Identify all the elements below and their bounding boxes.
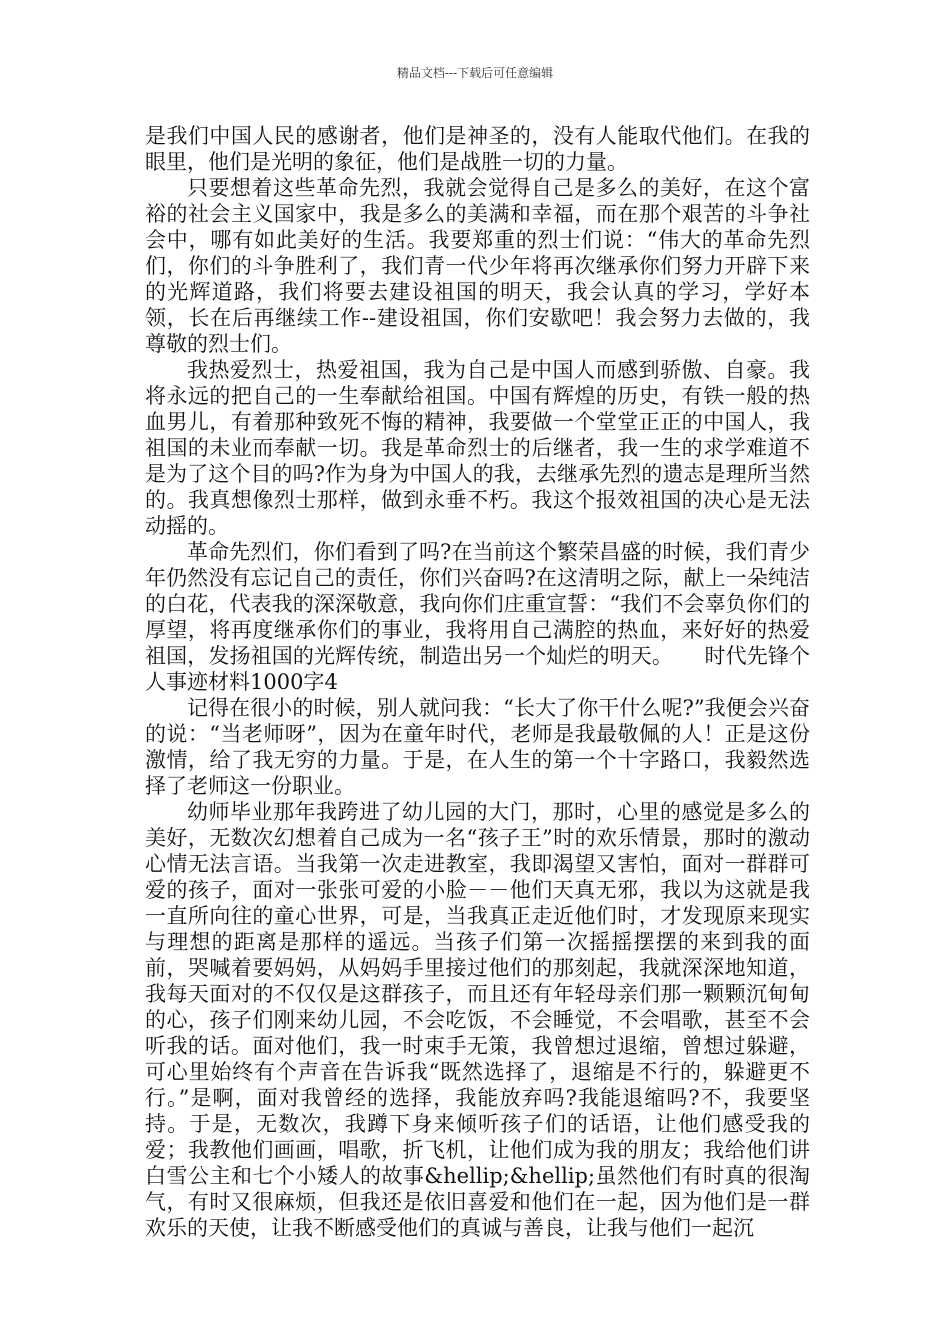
paragraph-2: 只要想着这些革命先烈，我就会觉得自己是多么的美好，在这个富裕的社会主义国家中，我是多么的美满和幸福，而在那个艰苦的斗争社会中，哪有如此美好的生活。我要郑重的烈士们说：“伟大的革命先烈们，你们的斗争胜利了，我们青一代少年将再次继承你们努力开辟下来的光辉道路，我们将要去建设祖国的明天，我会认真的学习，学好本领，长在后再继续工作--建设祖国，你们安歇吧！我会努力去做的，我尊敬的烈士们。: [145, 176, 810, 356]
section-title: 时代先锋个人事迹材料1000字4: [145, 644, 810, 694]
paragraph-3: 我热爱烈士，热爱祖国，我为自己是中国人而感到骄傲、自豪。我将永远的把自己的一生奉献给祖国。中国有辉煌的历史，有铁一般的热血男儿，有着那种致死不悔的精神，我要做一个堂堂正正的中国人，我祖国的未业而奉献一切。我是革命烈士的后继者，我一生的求学难道不是为了这个目的吗?作为身为中国人的我，去继承先烈的遗志是理所当然的。我真想像烈士那样，做到永垂不朽。我这个报效祖国的决心是无法动摇的。: [145, 358, 810, 538]
paragraph-4-text: 革命先烈们，你们看到了吗?在当前这个繁荣昌盛的时候，我们青少年仍然没有忘记自己的责任，你们兴奋吗?在这清明之际，献上一朵纯洁的白花，代表我的深深敬意，我向你们庄重宣誓：“我们不会辜负你们的厚望，将再度继承你们的事业，我将用自己满腔的热血，来好好的热爱祖国，发扬祖国的光辉传统，制造出另一个灿烂的明天。: [145, 540, 810, 668]
page-header: 精品文档---下载后可任意编辑: [396, 66, 554, 80]
paragraph-4: [145, 539, 810, 695]
paragraph-1: 是我们中国人民的感谢者，他们是神圣的，没有人能取代他们。在我的眼里，他们是光明的象征，他们是战胜一切的力量。: [145, 124, 810, 174]
document-body: [145, 123, 810, 1241]
paragraph-5: 记得在很小的时候，别人就问我：“长大了你干什么呢?”我便会兴奋的说：“当老师呀”，因为在童年时代，老师是我最敬佩的人！正是这份激情，给了我无穷的力量。于是，在人生的第一个十字路口，我毅然选择了老师这一份职业。: [145, 696, 810, 798]
paragraph-6: 幼师毕业那年我跨进了幼儿园的大门，那时，心里的感觉是多么的美好，无数次幻想着自己成为一名“孩子王”时的欢乐情景，那时的激动心情无法言语。当我第一次走进教室，我即渴望又害怕，面对一群群可爱的孩子，面对一张张可爱的小脸－－他们天真无邪，我以为这就是我一直所向往的童心世界，可是，当我真正走近他们时，才发现原来现实与理想的距离是那样的遥远。当孩子们第一次摇摇摆摆的来到我的面前，哭喊着要妈妈，从妈妈手里接过他们的那刻起，我就深深地知道，我每天面对的不仅仅是这群孩子，而且还有年轻母亲们那一颗颗沉甸甸的心，孩子们刚来幼儿园，不会吃饭，不会睡觉，不会唱歌，甚至不会听我的话。面对他们，我一时束手无策，我曾想过退缩，曾想过躲避，可心里始终有个声音在告诉我“既然选择了，退缩是不行的，躲避更不行。”是啊，面对我曾经的选择，我能放弃吗?我能退缩吗?不，我要坚持。于是，无数次，我蹲下身来倾听孩子们的话语，让他们感受我的爱；我教他们画画，唱歌，折飞机，让他们成为我的朋友；我给他们讲白雪公主和七个小矮人的故事&hellip;&hellip;虽然他们有时真的很淘气，有时又很麻烦，但我还是依旧喜爱和他们在一起，因为他们是一群欢乐的天使，让我不断感受他们的真诚与善良，让我与他们一起沉: [145, 800, 810, 1240]
